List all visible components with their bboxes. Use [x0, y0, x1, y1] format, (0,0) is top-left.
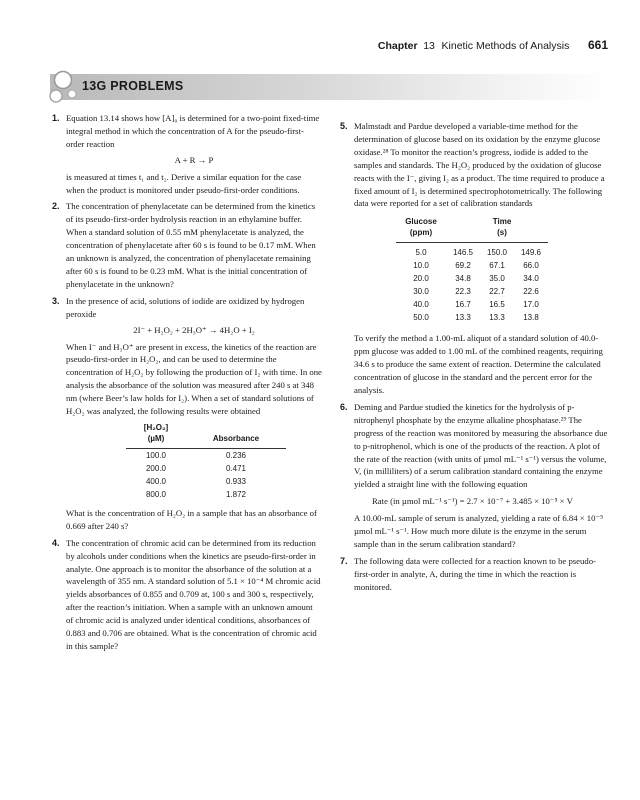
reaction-equation: 2I⁻ + H₂O₂ + 2H₃O⁺ → 4H₂O + I₂: [133, 324, 255, 335]
absorbance-table: [126, 422, 286, 501]
problem-text: is measured at times t₁ and t₂. Derive a similar equation for the case when the product is monitored under pseudo-first-order conditions.: [66, 171, 302, 195]
table-header: [396, 216, 446, 243]
problem-text: In the presence of acid, solutions of iodide are oxidized by hydrogen peroxide: [66, 295, 305, 319]
table-header: [126, 422, 186, 449]
table-cell: 67.1: [489, 261, 505, 271]
table-cell: 22.6: [523, 287, 539, 297]
problem-text: A 10.00-mL sample of serum is analyzed, yielding a rate of 6.84 × 10⁻⁵ µmol mL⁻¹ s⁻¹. How much more dilute is the enzyme in the serum sample than in the serum calibration standard?: [354, 513, 604, 549]
reaction-equation: A + R → P: [174, 154, 214, 165]
table-row: [396, 298, 548, 311]
table-cell: 16.7: [455, 300, 471, 310]
problem-number: 6.: [340, 401, 348, 412]
table-row: [126, 475, 286, 488]
header-line: Time: [492, 217, 512, 227]
problem-number: 4.: [52, 537, 60, 548]
table-cell: 13.8: [523, 313, 539, 323]
header-line: (µM): [147, 433, 165, 443]
table-cell: 200.0: [145, 463, 167, 473]
rate-equation: Rate (in µmol mL⁻¹ s⁻¹) = 2.7 × 10⁻⁷ + 3.485 × 10⁻⁵ × V: [372, 496, 573, 507]
table-row: [126, 462, 286, 475]
problem-text: When I⁻ and H₃O⁺ are present in excess, the kinetics of the reaction are pseudo-first-order in H₂O₂, and can be used to determine the concentration of H₂O₂ by following the production of I₂ with time. In one analysis the absorbance of the solution was measured after 240 s at 348 nm (where Beer’s law holds for I₂). When a set of standard solutions of H₂O₂ was analyzed, the following results were obtained: [66, 341, 322, 417]
table-header: [446, 216, 548, 243]
problem-text: The concentration of chromic acid can be determined from its reduction by alcohols under conditions when the kinetics are pseudo-first-order in analyte. One approach is to monitor the absorbance of the solution at a wavelength of 355 nm. A standard solution of 5.1 × 10⁻⁴ M chromic acid yields absorbances of 0.855 and 0.709 at, 100 s and 300 s, respectively, after the reaction’s initiation. When a sample with an unknown amount of chromic acid is analyzed under identical conditions, absorbances of 0.883 and 0.706 are obtained. What is the concentration of chromic acid in this sample?: [66, 537, 321, 651]
problem-number: 2.: [52, 201, 60, 212]
table-cell: 22.3: [455, 287, 471, 297]
table-cell: 0.933: [225, 476, 247, 486]
table-cell: 5.0: [415, 248, 427, 258]
table-cell: 34.0: [523, 274, 539, 284]
table-cell: 100.0: [145, 450, 167, 460]
table-cell: 1.872: [225, 489, 247, 499]
bubbles-icon: [46, 68, 82, 108]
table-cell: 0.236: [225, 450, 247, 460]
header-line: [H₂O₂]: [143, 422, 169, 432]
table-cell: 34.8: [455, 274, 471, 284]
table-cell: 13.3: [489, 313, 505, 323]
problem-5: [340, 120, 612, 397]
table-cell: 66.0: [523, 261, 539, 271]
right-column: [340, 120, 612, 598]
header-line: (ppm): [409, 228, 433, 238]
problem-text: Deming and Pardue studied the kinetics for the hydrolysis of p-nitrophenyl phosphate by the enzyme alkaline phosphatase.²⁹ The progress of the reaction was monitored by measuring the absorbance due to p-nitrophenol, which is one of the products of the reaction. A plot of the rate of the reaction (with units of µmol mL⁻¹ s⁻¹) versus the volume, V, (in milliliters) of a serum calibration standard containing the enzyme yielded a straight line with the following equation: [354, 401, 608, 490]
problem-text: To verify the method a 1.00-mL aliquot of a standard solution of 40.0-ppm glucose was added to 1.00 mL of the combined reagents, requiring 34.6 s to produce the same extent of reaction. Determine the calculated concentration of glucose in the standard and the percent error for the analysis.: [354, 333, 603, 395]
table-cell: 20.0: [413, 274, 429, 284]
table-cell: 0.471: [225, 463, 247, 473]
problem-text: The following data were collected for a reaction known to be pseudo-first-order in analyte, A, during the time in which the reaction is monitored.: [354, 555, 596, 592]
table-cell: 35.0: [489, 274, 505, 284]
table-cell: 22.7: [489, 287, 505, 297]
problem-text: What is the concentration of H₂O₂ in a sample that has an absorbance of 0.669 after 240 s?: [66, 507, 317, 531]
running-head: [300, 38, 608, 52]
problem-7: [340, 555, 612, 594]
problem-number: 7.: [340, 555, 348, 566]
table-cell: 16.5: [489, 300, 505, 310]
problem-number: 1.: [52, 113, 60, 123]
table-row: [126, 448, 286, 462]
table-cell: 50.0: [413, 313, 429, 323]
chapter-number: 13: [423, 40, 435, 52]
table-cell: 10.0: [413, 261, 429, 271]
problem-text: Equation 13.14 shows how [A]₀ is determined for a two-point fixed-time integral method in which the concentration of A for the pseudo-first-order reaction: [66, 113, 320, 149]
header-line: (s): [497, 228, 507, 238]
header-line: Glucose: [405, 217, 437, 227]
problem-number: 3.: [52, 295, 60, 306]
table-row: [396, 285, 548, 298]
left-column: [52, 112, 322, 657]
problem-2: [52, 200, 322, 290]
problem-6: [340, 401, 612, 551]
problem-text: The concentration of phenylacetate can be determined from the kinetics of its pseudo-first-order hydrolysis reaction in an ethylamine buffer. When a standard solution of 0.55 mM phenylacetate is analyzed, the concentration of phenylacetate after 60 s is found to be 0.17 mM. When an unknown is analyzed, the concentration of phenylacetate remaining after 60 s is found to be 0.23 mM. What is the initial concentration of phenylacetate in the unknown?: [66, 201, 316, 289]
table-cell: 30.0: [413, 287, 429, 297]
problem-1: [52, 112, 322, 196]
problem-4: [52, 537, 322, 653]
section-title: 13G PROBLEMS: [82, 79, 184, 93]
glucose-table: [396, 216, 548, 324]
table-cell: 146.5: [452, 248, 474, 258]
table-header: Absorbance: [186, 422, 286, 449]
table-cell: 13.3: [455, 313, 471, 323]
table-cell: 17.0: [523, 300, 539, 310]
table-cell: 69.2: [455, 261, 471, 271]
page-number: 661: [587, 38, 608, 52]
table-row: [396, 259, 548, 272]
table-cell: 800.0: [145, 489, 167, 499]
problem-text: Malmstadt and Pardue developed a variable-time method for the determination of glucose based on its oxidation by the enzyme glucose oxidase.²⁸ To monitor the reaction’s progress, iodide is added to the samples and standards. The H₂O₂ produced by the oxidation of glucose reacts with the I⁻, giving I₂ as a product. The time required to produce a fixed amount of I₂ is determined spectrophotometrically. The following data were reported for a set of calibration standards: [354, 121, 605, 209]
table-row: [126, 488, 286, 501]
chapter-title: Kinetic Methods of Analysis: [441, 40, 570, 52]
problem-number: 5.: [340, 121, 348, 131]
table-row: [396, 243, 548, 260]
problem-3: [52, 295, 322, 533]
table-cell: 400.0: [145, 476, 167, 486]
table-cell: 149.6: [520, 248, 542, 258]
table-row: [396, 272, 548, 285]
table-cell: 40.0: [413, 300, 429, 310]
chapter-label: Chapter: [377, 40, 418, 52]
table-row: [396, 311, 548, 324]
table-cell: 150.0: [486, 248, 508, 258]
